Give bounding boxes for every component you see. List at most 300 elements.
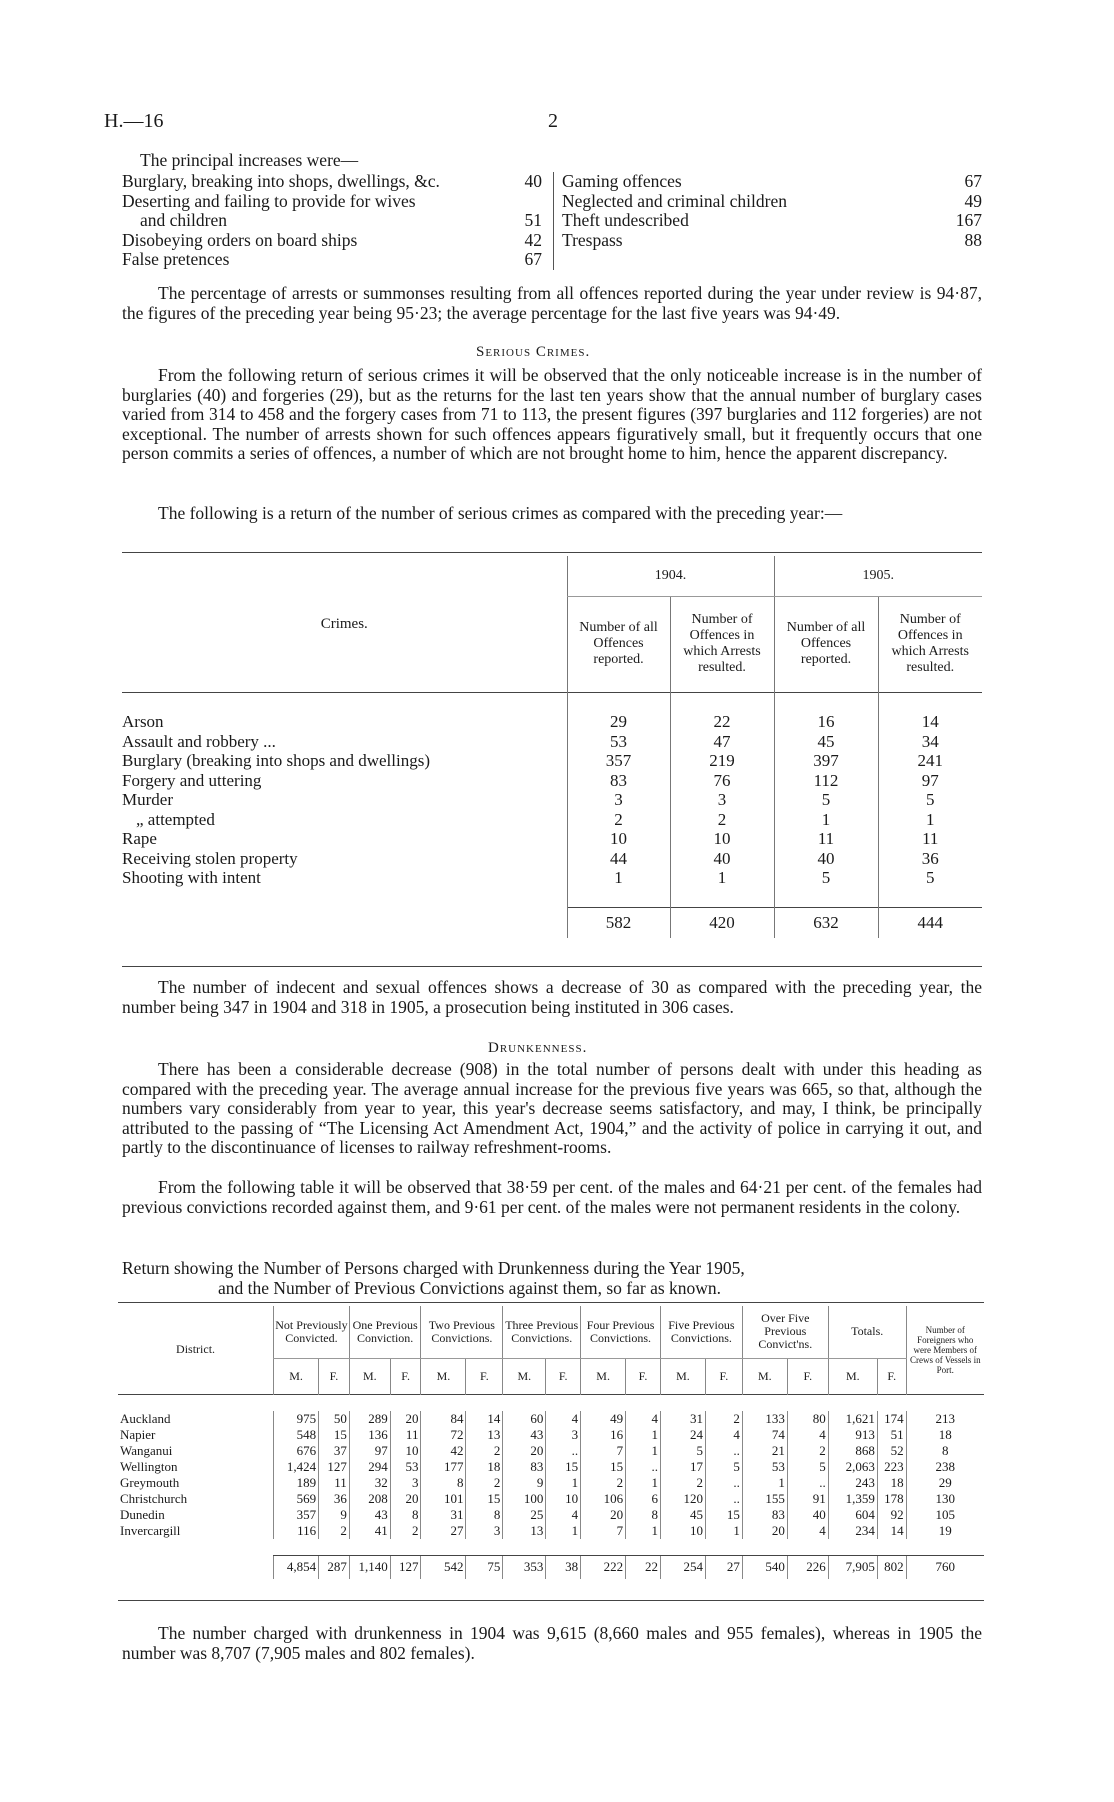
cell: 14 xyxy=(877,1523,906,1539)
return-title-line-2: and the Number of Previous Convictions against them, so far as known. xyxy=(218,1278,722,1298)
district-name: Invercargill xyxy=(120,1522,181,1538)
drunkenness-convictions-paragraph: From the following table it will be observed that 38·59 per cent. of the males and 64·21 per cent. of the females had previous convictions recorded against them, and 9·61 per cent. of the males were not permanent residents in the colony. xyxy=(122,1177,982,1217)
foreigners-cell: 213 xyxy=(906,1411,984,1427)
table-row xyxy=(122,810,982,830)
cell: 1 xyxy=(546,1475,581,1491)
document-reference: H.—16 xyxy=(104,110,164,132)
total-cell: 632 xyxy=(774,908,878,938)
cell: 2,063 xyxy=(828,1459,877,1475)
table-row xyxy=(122,771,982,791)
total-cell: 27 xyxy=(705,1555,742,1579)
increases-list xyxy=(122,172,982,270)
reported-header: Number of all Offences reported. xyxy=(567,596,670,692)
total-cell: 22 xyxy=(626,1555,661,1579)
district-name: Dunedin xyxy=(120,1506,165,1522)
female-header: F. xyxy=(787,1358,828,1394)
group-header: Over Five Previous Convict'ns. xyxy=(742,1306,828,1358)
total-cell: 582 xyxy=(567,908,670,938)
total-cell: 38 xyxy=(546,1555,581,1579)
return-title-line-1: Return showing the Number of Persons charged with Drunkenness during the Year 1905, xyxy=(122,1258,745,1278)
male-header: M. xyxy=(349,1358,390,1394)
increase-label: False pretences xyxy=(122,249,230,270)
cell: 208 xyxy=(349,1491,390,1507)
cell: 1 xyxy=(626,1475,661,1491)
cell: 9 xyxy=(503,1475,546,1491)
district-name: Christchurch xyxy=(120,1490,188,1506)
cell: 42 xyxy=(421,1443,466,1459)
table-row xyxy=(122,790,982,810)
table-row xyxy=(118,1491,984,1507)
cell: 45 xyxy=(774,732,878,752)
male-header: M. xyxy=(828,1358,877,1394)
cell: 127 xyxy=(319,1459,350,1475)
cell: 2 xyxy=(319,1523,350,1539)
cell: 1 xyxy=(878,810,982,830)
cell: 13 xyxy=(466,1427,503,1443)
serious-crimes-heading: Serious Crimes. xyxy=(476,344,591,360)
cell: 27 xyxy=(421,1523,466,1539)
increase-value: 67 xyxy=(524,249,542,270)
crime-name: Assault and robbery ... xyxy=(122,731,276,751)
drunkenness-table xyxy=(118,1306,984,1579)
cell: 397 xyxy=(774,751,878,771)
cell: 47 xyxy=(670,732,774,752)
cell: 2 xyxy=(705,1411,742,1427)
cell: 74 xyxy=(742,1427,787,1443)
cell: 8 xyxy=(626,1507,661,1523)
female-header: F. xyxy=(626,1358,661,1394)
total-cell: 1,140 xyxy=(349,1555,390,1579)
cell: 16 xyxy=(581,1427,626,1443)
cell: 31 xyxy=(421,1507,466,1523)
female-header: F. xyxy=(319,1358,350,1394)
cell: 53 xyxy=(390,1459,421,1475)
cell: 97 xyxy=(878,771,982,791)
increase-label: Deserting and failing to provide for wives xyxy=(122,190,416,211)
total-cell: 222 xyxy=(581,1555,626,1579)
cell: 178 xyxy=(877,1491,906,1507)
cell: 136 xyxy=(349,1427,390,1443)
total-cell: 540 xyxy=(742,1555,787,1579)
cell: 16 xyxy=(774,712,878,732)
cell: 2 xyxy=(466,1443,503,1459)
cell: 7 xyxy=(581,1443,626,1459)
cell: 4 xyxy=(705,1427,742,1443)
cell: 15 xyxy=(466,1491,503,1507)
cell: 116 xyxy=(274,1523,319,1539)
cell: 1,621 xyxy=(828,1411,877,1427)
cell: 53 xyxy=(742,1459,787,1475)
page-number: 2 xyxy=(548,110,558,132)
cell: 5 xyxy=(774,868,878,888)
cell: 241 xyxy=(878,751,982,771)
cell: .. xyxy=(705,1475,742,1491)
table-row xyxy=(118,1475,984,1491)
cell: 40 xyxy=(774,849,878,869)
cell: 15 xyxy=(705,1507,742,1523)
district-header: District. xyxy=(176,1342,216,1357)
cell: 219 xyxy=(670,751,774,771)
cell: .. xyxy=(705,1491,742,1507)
cell: 20 xyxy=(390,1491,421,1507)
table-row xyxy=(118,1459,984,1475)
table-row xyxy=(122,849,982,869)
cell: 15 xyxy=(546,1459,581,1475)
total-cell: 287 xyxy=(319,1555,350,1579)
cell: 17 xyxy=(660,1459,705,1475)
table-row xyxy=(122,829,982,849)
serious-crimes-paragraph: From the following return of serious crimes it will be observed that the only noticeable increase is in the number of burglaries (40) and forgeries (29), but as the returns for the last ten years show that the annual number of burglary cases varied from 314 to 458 and the forgery cases from 71 to 113, the present figures (397 burglaries and 112 forgeries) are not exceptional. The number of arrests shown for such offences appears figuratively small, but it frequently occurs that one person commits a series of offences, a number of which are not brought home to him, hence the apparent discrepancy. xyxy=(122,365,982,464)
cell: 112 xyxy=(774,771,878,791)
male-header: M. xyxy=(274,1358,319,1394)
cell: 11 xyxy=(390,1427,421,1443)
male-header: M. xyxy=(660,1358,705,1394)
cell: 21 xyxy=(742,1443,787,1459)
cell: 15 xyxy=(319,1427,350,1443)
serious-crimes-intro: The following is a return of the number of serious crimes as compared with the preceding year:— xyxy=(158,503,843,523)
cell: 60 xyxy=(503,1411,546,1427)
cell: 155 xyxy=(742,1491,787,1507)
increase-label: Burglary, breaking into shops, dwellings, &c. xyxy=(122,171,440,191)
increase-label: Disobeying orders on board ships xyxy=(122,229,358,250)
cell: 548 xyxy=(274,1427,319,1443)
foreigners-cell: 29 xyxy=(906,1475,984,1491)
district-name: Auckland xyxy=(120,1410,171,1426)
crime-name: Rape xyxy=(122,829,157,848)
cell: 1 xyxy=(774,810,878,830)
cell: 1 xyxy=(626,1523,661,1539)
district-name: Wanganui xyxy=(120,1442,173,1458)
female-header: F. xyxy=(546,1358,581,1394)
table-row xyxy=(122,732,982,752)
cell: 22 xyxy=(670,712,774,732)
crime-name: „ attempted xyxy=(136,809,215,829)
cell: 5 xyxy=(787,1459,828,1475)
table-row xyxy=(118,1443,984,1459)
increase-value: 42 xyxy=(524,229,542,250)
drunk-table-top-rule xyxy=(118,1302,984,1303)
cell: 5 xyxy=(878,868,982,888)
cell: 53 xyxy=(567,732,670,752)
cell: 868 xyxy=(828,1443,877,1459)
group-header: Not Previously Convicted. xyxy=(274,1306,350,1358)
cell: 357 xyxy=(274,1507,319,1523)
cell: 4 xyxy=(546,1507,581,1523)
cell: 1 xyxy=(670,868,774,888)
crime-name: Forgery and uttering xyxy=(122,770,262,790)
cell: .. xyxy=(705,1443,742,1459)
cell: 91 xyxy=(787,1491,828,1507)
cell: 357 xyxy=(567,751,670,771)
cell: 14 xyxy=(466,1411,503,1427)
cell: 72 xyxy=(421,1427,466,1443)
increases-intro: The principal increases were— xyxy=(140,150,359,170)
cell: 2 xyxy=(787,1443,828,1459)
cell: 5 xyxy=(878,790,982,810)
increase-value: 167 xyxy=(955,210,982,231)
table-row xyxy=(118,1523,984,1539)
cell: 3 xyxy=(567,790,670,810)
cell: 1 xyxy=(705,1523,742,1539)
foreigners-cell: 130 xyxy=(906,1491,984,1507)
cell: 2 xyxy=(581,1475,626,1491)
cell: 1 xyxy=(546,1523,581,1539)
cell: 34 xyxy=(878,732,982,752)
cell: 41 xyxy=(349,1523,390,1539)
cell: 101 xyxy=(421,1491,466,1507)
total-cell: 4,854 xyxy=(274,1555,319,1579)
district-name: Greymouth xyxy=(120,1474,180,1490)
crimes-column-header: Crimes. xyxy=(320,615,368,632)
cell: 8 xyxy=(421,1475,466,1491)
final-paragraph: The number charged with drunkenness in 1904 was 9,615 (8,660 males and 955 females), whereas in 1905 the number was 8,707 (7,905 males and 802 females). xyxy=(122,1623,982,1663)
cell: 31 xyxy=(660,1411,705,1427)
cell: 18 xyxy=(877,1475,906,1491)
cell: 36 xyxy=(319,1491,350,1507)
cell: 3 xyxy=(670,790,774,810)
male-header: M. xyxy=(503,1358,546,1394)
foreigners-cell: 105 xyxy=(906,1507,984,1523)
cell: 120 xyxy=(660,1491,705,1507)
male-header: M. xyxy=(742,1358,787,1394)
table-row xyxy=(122,868,982,888)
drunkenness-paragraph: There has been a considerable decrease (908) in the total number of persons dealt with under this heading as compared with the preceding year. The average annual increase for the previous five years was 665, so that, although the numbers vary considerably from year to year, this year's decrease seems satisfactory, and may, I think, be principally attributed to the passing of “The Licensing Act Amendment Act, 1904,” and the activity of police in carrying it out, and partly to the discontinuance of licenses to railway refreshment-rooms. xyxy=(122,1059,982,1158)
table-top-rule xyxy=(122,552,982,553)
cell: 3 xyxy=(390,1475,421,1491)
cell: 100 xyxy=(503,1491,546,1507)
cell: 97 xyxy=(349,1443,390,1459)
cell: 5 xyxy=(660,1443,705,1459)
cell: 243 xyxy=(828,1475,877,1491)
cell: 29 xyxy=(567,712,670,732)
cell: 10 xyxy=(670,829,774,849)
cell: 3 xyxy=(546,1427,581,1443)
cell: .. xyxy=(626,1459,661,1475)
cell: 25 xyxy=(503,1507,546,1523)
cell: 2 xyxy=(567,810,670,830)
cell: 44 xyxy=(567,849,670,869)
cell: 92 xyxy=(877,1507,906,1523)
group-header: Totals. xyxy=(828,1306,906,1358)
cell: 36 xyxy=(878,849,982,869)
cell: 2 xyxy=(390,1523,421,1539)
cell: 1 xyxy=(626,1443,661,1459)
cell: 14 xyxy=(878,712,982,732)
cell: 15 xyxy=(581,1459,626,1475)
cell: 20 xyxy=(581,1507,626,1523)
total-cell: 353 xyxy=(503,1555,546,1579)
increase-label: and children xyxy=(140,210,227,231)
cell: 289 xyxy=(349,1411,390,1427)
male-header: M. xyxy=(421,1358,466,1394)
foreigners-cell: 238 xyxy=(906,1459,984,1475)
arrests-header: Number of Offences in which Arrests resulted. xyxy=(670,596,774,692)
cell: 4 xyxy=(626,1411,661,1427)
increase-value: 49 xyxy=(964,190,982,211)
year-1904-header: 1904. xyxy=(567,556,774,596)
cell: 174 xyxy=(877,1411,906,1427)
male-header: M. xyxy=(581,1358,626,1394)
increase-label: Gaming offences xyxy=(562,171,682,191)
cell: 11 xyxy=(774,829,878,849)
cell: 1,359 xyxy=(828,1491,877,1507)
arrests-header: Number of Offences in which Arrests resulted. xyxy=(878,596,982,692)
cell: 1 xyxy=(742,1475,787,1491)
total-cell: 420 xyxy=(670,908,774,938)
cell: 5 xyxy=(774,790,878,810)
group-header: Five Previous Convictions. xyxy=(660,1306,742,1358)
cell: 76 xyxy=(670,771,774,791)
cell: 106 xyxy=(581,1491,626,1507)
foreigners-cell: 19 xyxy=(906,1523,984,1539)
total-cell: 75 xyxy=(466,1555,503,1579)
crime-name: Burglary (breaking into shops and dwellings) xyxy=(122,751,431,770)
cell: 7 xyxy=(581,1523,626,1539)
cell: 83 xyxy=(567,771,670,791)
table-bottom-rule xyxy=(122,966,982,967)
foreigners-cell: 18 xyxy=(906,1427,984,1443)
cell: 975 xyxy=(274,1411,319,1427)
cell: 11 xyxy=(878,829,982,849)
cell: 2 xyxy=(660,1475,705,1491)
district-name: Wellington xyxy=(120,1458,178,1474)
total-cell: 444 xyxy=(878,908,982,938)
cell: 604 xyxy=(828,1507,877,1523)
cell: 83 xyxy=(742,1507,787,1523)
crime-name: Receiving stolen property xyxy=(122,848,298,868)
group-header: Three Previous Convictions. xyxy=(503,1306,581,1358)
total-cell: 226 xyxy=(787,1555,828,1579)
cell: 569 xyxy=(274,1491,319,1507)
cell: .. xyxy=(787,1475,828,1491)
cell: 913 xyxy=(828,1427,877,1443)
cell: 83 xyxy=(503,1459,546,1475)
table-row xyxy=(122,712,982,732)
cell: 2 xyxy=(466,1475,503,1491)
cell: 294 xyxy=(349,1459,390,1475)
cell: 20 xyxy=(742,1523,787,1539)
cell: 676 xyxy=(274,1443,319,1459)
percentage-paragraph: The percentage of arrests or summonses resulting from all offences reported during the year under review is 94·87, the figures of the preceding year being 95·23; the average percentage for the last five years was 94·49. xyxy=(122,283,982,323)
total-cell: 7,905 xyxy=(828,1555,877,1579)
total-cell: 127 xyxy=(390,1555,421,1579)
female-header: F. xyxy=(466,1358,503,1394)
indecent-offences-paragraph: The number of indecent and sexual offences shows a decrease of 30 as compared with the preceding year, the number being 347 in 1904 and 318 in 1905, a prosecution being instituted in 306 cases. xyxy=(122,977,982,1017)
increase-value: 67 xyxy=(964,171,982,191)
cell: 2 xyxy=(670,810,774,830)
cell: 10 xyxy=(546,1491,581,1507)
totals-label-spacer xyxy=(118,1555,274,1579)
cell: 40 xyxy=(670,849,774,869)
total-cell: 542 xyxy=(421,1555,466,1579)
increase-label: Theft undescribed xyxy=(562,210,689,231)
cell: 4 xyxy=(546,1411,581,1427)
cell: 189 xyxy=(274,1475,319,1491)
increase-value: 88 xyxy=(964,229,982,250)
increase-value: 40 xyxy=(524,171,542,191)
cell: 24 xyxy=(660,1427,705,1443)
cell: 8 xyxy=(466,1507,503,1523)
serious-crimes-table xyxy=(122,556,982,938)
crime-name: Murder xyxy=(122,790,173,809)
foreigners-cell: 8 xyxy=(906,1443,984,1459)
cell: 1 xyxy=(626,1427,661,1443)
cell: 9 xyxy=(319,1507,350,1523)
drunk-table-bottom-rule xyxy=(118,1600,984,1601)
increase-value: 51 xyxy=(524,210,542,231)
table-row xyxy=(118,1507,984,1523)
crime-name: Shooting with intent xyxy=(122,868,261,887)
cell: 1 xyxy=(567,868,670,888)
cell: 10 xyxy=(390,1443,421,1459)
cell: 10 xyxy=(567,829,670,849)
cell: .. xyxy=(546,1443,581,1459)
cell: 4 xyxy=(787,1427,828,1443)
crime-name: Arson xyxy=(122,712,164,731)
cell: 18 xyxy=(466,1459,503,1475)
increase-label: Trespass xyxy=(562,229,623,250)
female-header: F. xyxy=(390,1358,421,1394)
cell: 1,424 xyxy=(274,1459,319,1475)
cell: 32 xyxy=(349,1475,390,1491)
cell: 3 xyxy=(466,1523,503,1539)
female-header: F. xyxy=(877,1358,906,1394)
cell: 223 xyxy=(877,1459,906,1475)
cell: 49 xyxy=(581,1411,626,1427)
cell: 5 xyxy=(705,1459,742,1475)
female-header: F. xyxy=(705,1358,742,1394)
cell: 37 xyxy=(319,1443,350,1459)
totals-row xyxy=(118,1555,984,1579)
cell: 84 xyxy=(421,1411,466,1427)
total-cell: 802 xyxy=(877,1555,906,1579)
cell: 43 xyxy=(503,1427,546,1443)
cell: 80 xyxy=(787,1411,828,1427)
total-foreigners-cell: 760 xyxy=(906,1555,984,1579)
group-header: One Previous Conviction. xyxy=(349,1306,421,1358)
cell: 45 xyxy=(660,1507,705,1523)
cell: 4 xyxy=(787,1523,828,1539)
cell: 8 xyxy=(390,1507,421,1523)
cell: 234 xyxy=(828,1523,877,1539)
cell: 52 xyxy=(877,1443,906,1459)
increase-label: Neglected and criminal children xyxy=(562,190,787,211)
table-row xyxy=(118,1411,984,1427)
reported-header: Number of all Offences reported. xyxy=(774,596,878,692)
district-name: Napier xyxy=(120,1426,156,1442)
cell: 20 xyxy=(390,1411,421,1427)
cell: 51 xyxy=(877,1427,906,1443)
cell: 11 xyxy=(319,1475,350,1491)
year-1905-header: 1905. xyxy=(774,556,982,596)
foreigners-header: Number of Foreigners who were Members of Crews of Vessels in Port. xyxy=(906,1306,984,1394)
cell: 40 xyxy=(787,1507,828,1523)
cell: 6 xyxy=(626,1491,661,1507)
totals-row xyxy=(122,908,982,938)
drunkenness-heading: Drunkenness. xyxy=(488,1040,588,1056)
cell: 177 xyxy=(421,1459,466,1475)
cell: 13 xyxy=(503,1523,546,1539)
table-row xyxy=(122,751,982,771)
cell: 50 xyxy=(319,1411,350,1427)
cell: 20 xyxy=(503,1443,546,1459)
group-header: Four Previous Convictions. xyxy=(581,1306,661,1358)
total-cell: 254 xyxy=(660,1555,705,1579)
cell: 10 xyxy=(660,1523,705,1539)
table-row xyxy=(118,1427,984,1443)
group-header: Two Previous Convictions. xyxy=(421,1306,503,1358)
cell: 133 xyxy=(742,1411,787,1427)
